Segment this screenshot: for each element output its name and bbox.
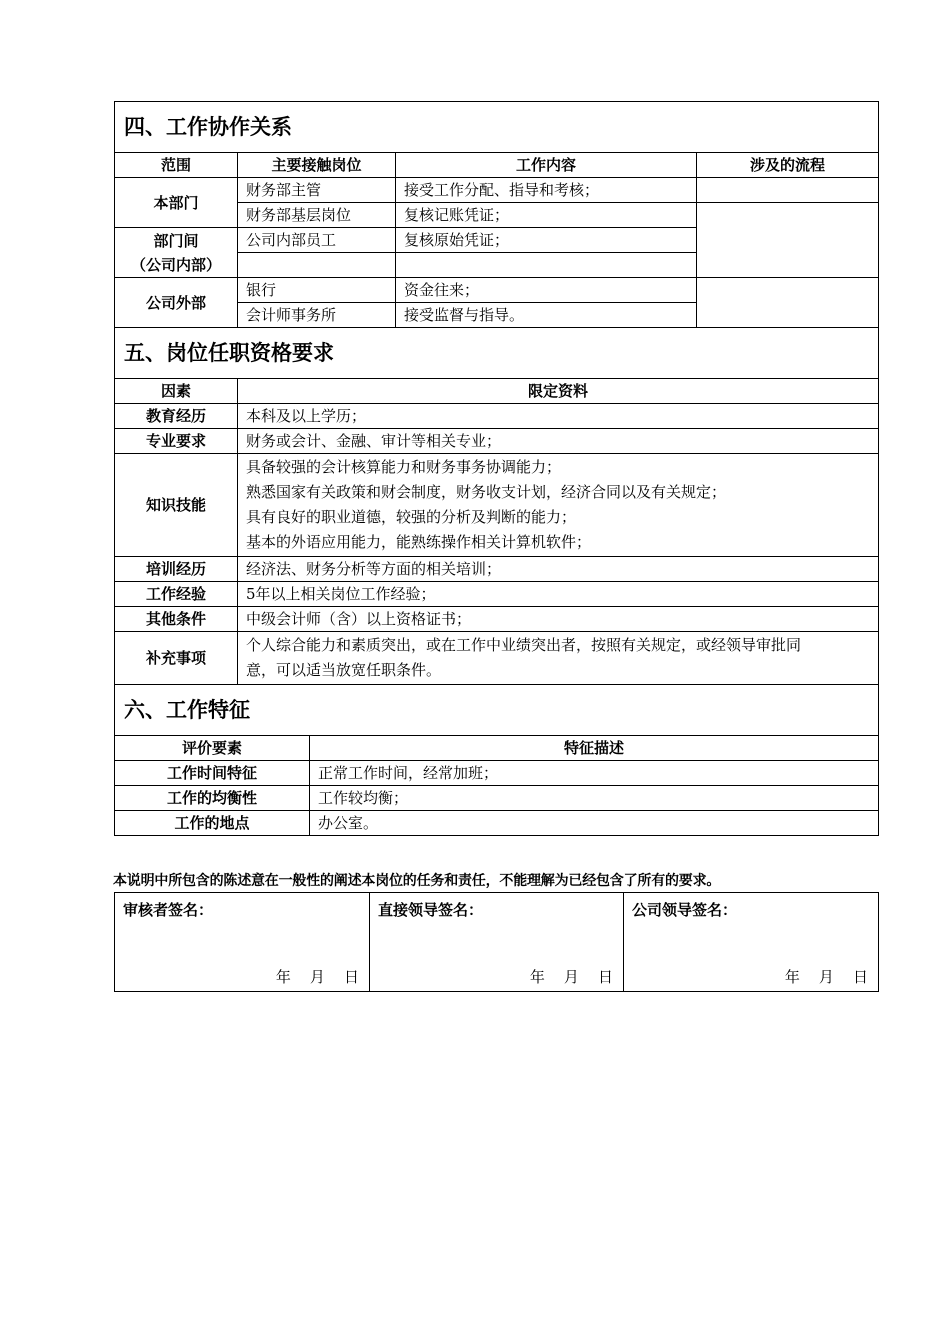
- reviewer-signature-label: 审核者签名：: [123, 901, 214, 919]
- signature-date: 年 月 日: [529, 968, 613, 986]
- direct-leader-signature-cell[interactable]: [370, 893, 624, 992]
- scope-inter-department: [115, 228, 238, 278]
- contact-post: [238, 253, 396, 278]
- factor-experience: 工作经验: [115, 582, 238, 607]
- contact-post: 财务部基层岗位: [238, 203, 396, 228]
- scope-department: 本部门: [115, 178, 238, 228]
- header-requirement: 限定资料: [238, 379, 879, 404]
- requirement-text: [238, 632, 879, 685]
- requirement-text: 经济法、财务分析等方面的相关培训；: [238, 557, 879, 582]
- scope-inter-line2: （公司内部）: [130, 255, 221, 274]
- factor-education: 教育经历: [115, 404, 238, 429]
- requirement-line: 意，可以适当放宽任职条件。: [246, 661, 442, 679]
- feature-desc: 工作较均衡；: [310, 786, 879, 811]
- section-title-qualifications: 五、岗位任职资格要求: [115, 328, 879, 379]
- requirement-line: 基本的外语应用能力，能熟练操作相关计算机软件；: [246, 533, 592, 551]
- work-content: 资金往来；: [396, 278, 697, 303]
- feature-desc: 办公室。: [310, 811, 879, 836]
- section-title-collaboration: 四、工作协作关系: [115, 102, 879, 153]
- feature-factor: 工作的地点: [115, 811, 310, 836]
- requirement-text: 财务或会计、金融、审计等相关专业；: [238, 429, 879, 454]
- work-content: 接受工作分配、指导和考核；: [396, 178, 697, 203]
- requirement-line: 具有良好的职业道德，较强的分析及判断的能力；: [246, 508, 577, 526]
- requirement-line: 个人综合能力和素质突出，或在工作中业绩突出者，按照有关规定，或经领导审批同: [246, 636, 802, 654]
- feature-desc: 正常工作时间，经常加班；: [310, 761, 879, 786]
- work-content: 复核原始凭证；: [396, 228, 697, 253]
- work-content: [396, 253, 697, 278]
- requirement-text: 5年以上相关岗位工作经验；: [238, 582, 879, 607]
- process-cell: [697, 178, 879, 203]
- header-factor: 因素: [115, 379, 238, 404]
- factor-other: 其他条件: [115, 607, 238, 632]
- requirement-text: 中级会计师（含）以上资格证书；: [238, 607, 879, 632]
- section-title-work-features: 六、工作特征: [115, 685, 879, 736]
- header-evaluation-factor: 评价要素: [115, 736, 310, 761]
- reviewer-signature-cell[interactable]: [115, 893, 370, 992]
- signature-date: 年 月 日: [784, 968, 868, 986]
- company-leader-signature-label: 公司领导签名：: [632, 901, 738, 919]
- requirement-line: 熟悉国家有关政策和财会制度，财务收支计划，经济合同以及有关规定；: [246, 483, 727, 501]
- header-contact-post: 主要接触岗位: [238, 153, 396, 178]
- factor-training: 培训经历: [115, 557, 238, 582]
- job-description-table: [114, 101, 879, 836]
- work-content: 接受监督与指导。: [396, 303, 697, 328]
- work-content: 复核记账凭证；: [396, 203, 697, 228]
- company-leader-signature-cell[interactable]: [624, 893, 879, 992]
- scope-inter-line1: 部门间: [153, 231, 199, 250]
- requirement-text: 本科及以上学历；: [238, 404, 879, 429]
- signature-date: 年 月 日: [275, 968, 359, 986]
- contact-post: 财务部主管: [238, 178, 396, 203]
- scope-external: 公司外部: [115, 278, 238, 328]
- factor-skills: 知识技能: [115, 454, 238, 557]
- disclaimer-note: 本说明中所包含的陈述意在一般性的阐述本岗位的任务和责任，不能理解为已经包含了所有的要求。: [113, 873, 721, 889]
- direct-leader-signature-label: 直接领导签名：: [378, 901, 484, 919]
- signature-table: [114, 892, 879, 992]
- requirement-text: [238, 454, 879, 557]
- header-feature-desc: 特征描述: [310, 736, 879, 761]
- requirement-line: 具备较强的会计核算能力和财务事务协调能力；: [246, 458, 562, 476]
- factor-supplement: 补充事项: [115, 632, 238, 685]
- feature-factor: 工作的均衡性: [115, 786, 310, 811]
- header-process: 涉及的流程: [697, 153, 879, 178]
- process-cell: [697, 203, 879, 278]
- contact-post: 银行: [238, 278, 396, 303]
- feature-factor: 工作时间特征: [115, 761, 310, 786]
- factor-major: 专业要求: [115, 429, 238, 454]
- header-work-content: 工作内容: [396, 153, 697, 178]
- process-cell: [697, 278, 879, 328]
- contact-post: 公司内部员工: [238, 228, 396, 253]
- header-scope: 范围: [115, 153, 238, 178]
- contact-post: 会计师事务所: [238, 303, 396, 328]
